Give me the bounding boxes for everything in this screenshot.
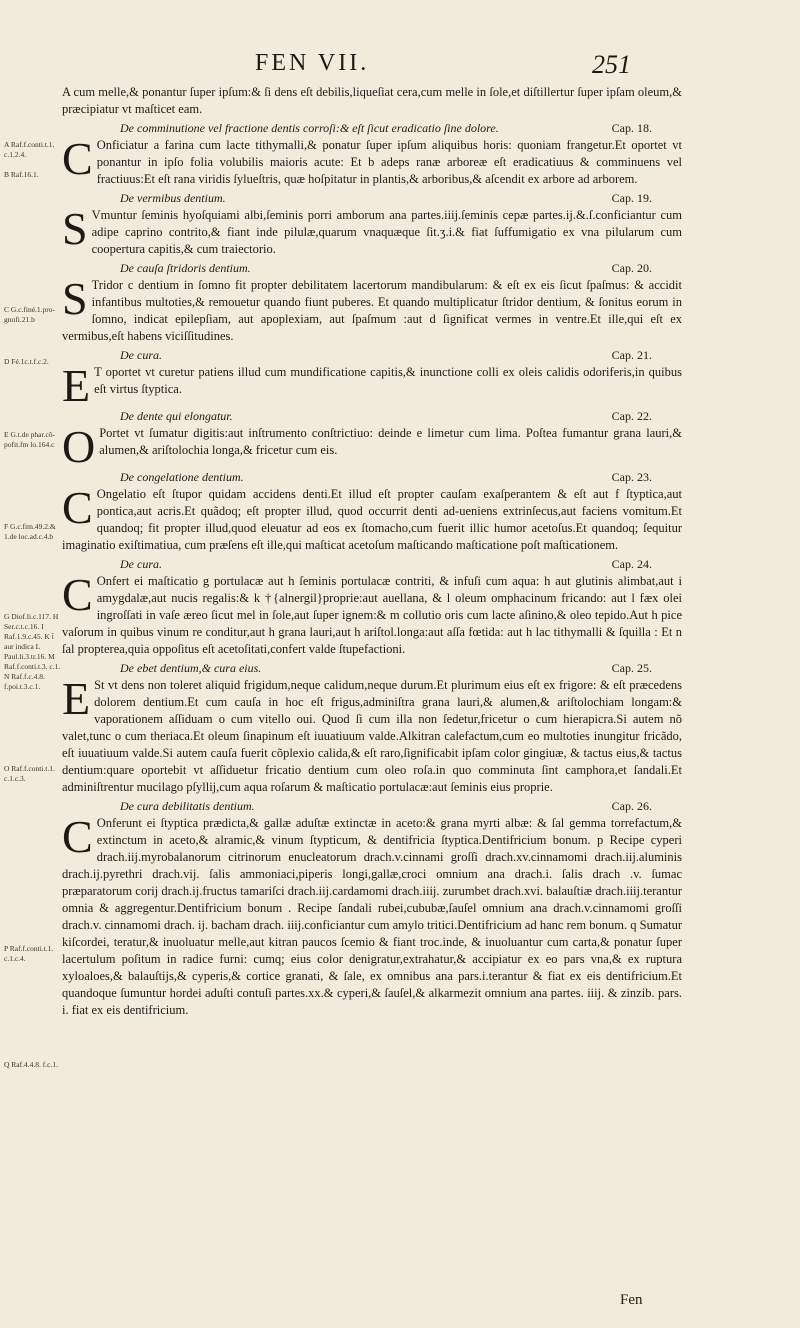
- running-head: FEN VII.: [255, 50, 370, 76]
- paragraph: [62, 421, 682, 472]
- chapter-number: Cap. 23.: [611, 470, 652, 484]
- chapter-number: Cap. 20.: [611, 261, 652, 275]
- heading-text: De cura.: [120, 557, 162, 571]
- page-number: 251: [592, 50, 631, 79]
- paragraph-text: T oportet vt curetur patiens illud cum mundificatione capitis,& inunctione colli ex oleis calidis odoriferis,in quibus eſt virtus ſtyptica.: [94, 365, 682, 396]
- section: [62, 660, 682, 796]
- margin-note: B Raf.16.1.: [4, 170, 39, 179]
- section: [62, 190, 682, 258]
- section-heading: [62, 408, 682, 425]
- section-heading: [62, 190, 682, 207]
- drop-cap: O: [62, 421, 96, 472]
- section-heading: [62, 120, 682, 137]
- drop-cap: S: [62, 203, 88, 254]
- chapter-number: Cap. 21.: [611, 348, 652, 362]
- section-heading: [62, 469, 682, 486]
- margin-note: F G.c.fim.49.2.& 1.de loc.ad.c.4.b: [4, 522, 56, 541]
- drop-cap: E: [62, 360, 91, 411]
- paragraph: [62, 811, 682, 1019]
- heading-text: De dente qui elongatur.: [120, 409, 233, 423]
- heading-text: De cura.: [120, 348, 162, 362]
- paragraph: [62, 673, 682, 796]
- margin-note: G Diof.li.c.117. H Ser.c.t.c.16. I Raf.1.9.c.45. K t̃ aur indica L Paul.li.3.tr.16. M Raf.f.conti.t.3. c.1. N Raf.f.c.4.8. f.poi.t.3.c.1.: [4, 612, 61, 691]
- paragraph-text: Onficiatur a farina cum lacte tithymalli,& ponatur ſuper ipſum aliquibus horis: quoniam frangetur.Et oportet vt ponantur in ipſo folia volubilis maioris acute: Et b adeps ranæ arboreæ eſt eradicatiuus & comminuens vel fractiuus:Et eſt rana viridis ſylueſtris, quæ hoſpitatur in plantis,& arboribus,& aſcendit ex arbore ad arborem.: [96, 138, 682, 186]
- paragraph: [62, 569, 682, 658]
- paragraph: [62, 84, 682, 118]
- catchword: Fen: [620, 1292, 643, 1308]
- margin-note: A Raf.f.conti.t.1. c.1.2.4.: [4, 140, 55, 159]
- drop-cap: C: [62, 482, 93, 533]
- paragraph-text: Ongelatio eſt ſtupor quidam accidens denti.Et illud eſt propter cauſam exaſperantem & eſt aut f ſtyptica,aut pontica,aut acris.Et quãdoq; eſt propter illud, quod occurrit denti ad-ueniens extrinſecus,aut faciens vomitum.Et quandoq; fit propter illud,quod eleuatur ad eos ex ſtomacho,cum fuerit illic humor acetoſus.Et quandoq; ſequitur imaginatio exiſtimatiua, cum præſens eſt ille,qui maſticat acetoſum maſticando maſticatione poſt maſticationem.: [62, 487, 682, 552]
- paragraph-text: Onfert ei maſticatio g portulacæ aut h ſeminis portulacæ contriti, & infuſi cum aqua: h aut glutinis alimbat,aut i amygdalæ,aut nucis regalis:& k †{alnergil}proprie:aut auellana, & l oleum omphacinum fricando: aut l fæx olei ingroſſati in vaſe æreo ſicut mel in ſole,aut ſuper ignem:& m collutio oris cum lacte aſinino,& oleo tepido.Aut h pice vaſorum in quibus vinum re conditur,aut h grana lauri,aut h ariſtol.longa:aut aſſa fœtida: aut h lac tithymalli & ſquilla : Et n ſal propterea,quia oppoſitus eſt acetoſitati,confert valde ſtupefactioni.: [62, 574, 682, 656]
- section: [62, 260, 682, 345]
- section-heading: [62, 556, 682, 573]
- paragraph-text: Vmuntur ſeminis hyoſquiami albi,ſeminis porri amborum ana partes.iiij.ſeminis cepæ partes.ij.&.ſ.conficiantur cum adipe caprino contrito,& fiant inde pilulæ,quarum vnaquæque ſit.ʒ.i.& fiat ſuffumigatio ex vna pilularum cum coopertura capitis,& cum traiectorio.: [91, 208, 682, 256]
- drop-cap: E: [62, 673, 91, 724]
- section-heading: [62, 798, 682, 815]
- chapter-number: Cap. 19.: [611, 191, 652, 205]
- section-heading: [62, 260, 682, 277]
- paragraph: [62, 360, 682, 411]
- chapter-number: Cap. 22.: [611, 409, 652, 423]
- margin-note: P Raf.f.conti.t.1. c.1.c.4.: [4, 944, 54, 963]
- margin-note: E G.t.de phar.cõ-pofit.fm lo.164.c: [4, 430, 56, 449]
- section: [62, 798, 682, 1019]
- paragraph: [62, 482, 682, 554]
- section: [62, 347, 682, 411]
- paragraph: [62, 203, 682, 258]
- paragraph-text: Onferunt ei ſtyptica prædicta,& gallæ aduſtæ extinctæ in aceto:& grana myrti albæ: & ſal gemma torrefactum,& extinctum in aceto,& alramic,& vinum ſtypticum, & dentifricia ſtyptica.Dentifricium bonum. p Recipe cyperi drach.iij.myrobalanorum citrinorum enucleatorum drach.v.cinnami groſſi drach.xv.cinnamomi drach.iij.aluminis drach.ij.pyrethri drach.vij. ſalis ammoniaci,piperis longi,gallæ,croci omnium ana drach.i. ſalis drach .v. ſumac præparatorum corij drach.ij.fructus tamariſci drach.iij.cardamomi drach.iiij. zurumbet drach.xvi. balauſtiæ drach.iiij.terantur omnia & aggregentur.Dentifricium bonum . Recipe ſandali rubei,cububæ,ſauſel omnium ana drach.v.cinnamomi groſſi drach.v. cinnamomi drach. ij. bacham drach. iiij.conficiantur cum amylo tritici.Dentifricium ad hanc rem bonum. q Sumatur kiſcordei, teratur,& inuoluatur melle,aut kitran paucos ſcemio & fiant troc.inde, & inuoluantur cum carta,& ponatur ſuper lacertulum poſitum in radice furni: cumq; eius color denigratur,extrahatur,& accipiatur ex eo pars vna,& ex ruptura xyloaloes,& balauſtijs,& cyperis,& cortice granati, & ſale, ex omnibus ana pars.i.terantur & fiat ex eis dentifricium.Et quandoque ſumuntur hordei aduſti contuſi partes.xx.& cyperi,& ſauſel,& alkarmezit omnium ana partes. iiij. & zinzib. pars. i. fiat ex eis dentifricium.: [62, 816, 682, 1017]
- drop-cap: C: [62, 133, 93, 184]
- section: [62, 556, 682, 658]
- paragraph-text: A cum melle,& ponantur ſuper ipſum:& ſi dens eſt debilis,liqueſiat cera,cum melle in ſole,et diſtillertur ſuper ipſam oleum,& præcipiatur vt maſticet eam.: [62, 85, 682, 116]
- section: [62, 408, 682, 472]
- margin-note: D Fé.1c.t.f.c.2.: [4, 357, 49, 366]
- heading-text: De vermibus dentium.: [120, 191, 226, 205]
- paragraph-text: Portet vt ſumatur digitis:aut inſtrumento conſtrictiuo: deinde e limetur cum lima. Poſtea fumantur grana lauri,& alumen,& ariſtolochia longa,& fricetur cum eis.: [99, 426, 682, 457]
- section: [62, 469, 682, 554]
- paragraph: [62, 133, 682, 188]
- heading-text: De ebet dentium,& cura eius.: [120, 661, 262, 675]
- drop-cap: S: [62, 273, 88, 324]
- chapter-number: Cap. 25.: [611, 661, 652, 675]
- paragraph-text: Tridor c dentium in ſomno fit propter debilitatem lacertorum mandibularum: & eſt ex eis ſicut ſpaſmus: & accidit infantibus multoties,& remouetur quando fiunt puberes. Et quando multiplicatur ſtridor dentium, & ſonitus eorum in ſomno, indicat epilepſiam, aut apoplexiam, aut ſpaſmum :aut d ſignificat vermes in ventre.Et ille,qui eſt ex vermibus,eſt habens viciſſitudines.: [62, 278, 682, 343]
- section-heading: [62, 660, 682, 677]
- margin-note: O Raf.f.conti.t.1. c.1.c.3.: [4, 764, 55, 783]
- paragraph: [62, 273, 682, 345]
- drop-cap: C: [62, 811, 93, 862]
- chapter-number: Cap. 18.: [611, 121, 652, 135]
- margin-note: C G.c.finé.1.pro-gnofi.21.b: [4, 305, 56, 324]
- heading-text: De cura debilitatis dentium.: [120, 799, 255, 813]
- paragraph-text: St vt dens non toleret aliquid frigidum,neque calidum,neque durum.Et plurimum eius eſt ex frigore: & eſt præcedens dolorem dentium.Et cum cauſa in hoc eſt frigus,adminiſtra grana lauri,& alumen,& ariſtolochiam longam:& vaporationem aſſiduam o cum vitello oui. Quod ſi cum illa non ſedetur,fricetur o cum hierapicra.Si autem nõ valet,tunc o cum theriaca.Et oleum ſinapinum eſt iuuatiuum valde.Alkitran calefactum,cum eo multoties inungitur fricãdo, eſt iuuatiuum valde.Si autem cauſa fuerit cõplexio calida,& eſt raro,ſignificabit ipſam color gingiuæ, & tactus eius,& tactus dentium:quare oportebit vt aſſiduetur fricatio dentium cum oleo roſa.in quo comminuta ſint camphora,et ſandali.Et adminiſtrentur mucilago pſyllij,cum aqua roſarum & maſticatio portulacæ:aut ſeminis eius proprie.: [62, 678, 682, 794]
- margin-note: Q Raf.4.4.8. f.c.1.: [4, 1060, 58, 1069]
- heading-text: De congelatione dentium.: [120, 470, 244, 484]
- text-column: [62, 82, 682, 1019]
- section: [62, 120, 682, 188]
- drop-cap: C: [62, 569, 93, 620]
- chapter-number: Cap. 24.: [611, 557, 652, 571]
- heading-text: De comminutione vel fractione dentis corroſi:& eſt ſicut eradicatio ſine dolore.: [120, 121, 499, 135]
- section: [62, 84, 682, 118]
- heading-text: De cauſa ſtridoris dentium.: [120, 261, 251, 275]
- chapter-number: Cap. 26.: [611, 799, 652, 813]
- section-heading: [62, 347, 682, 364]
